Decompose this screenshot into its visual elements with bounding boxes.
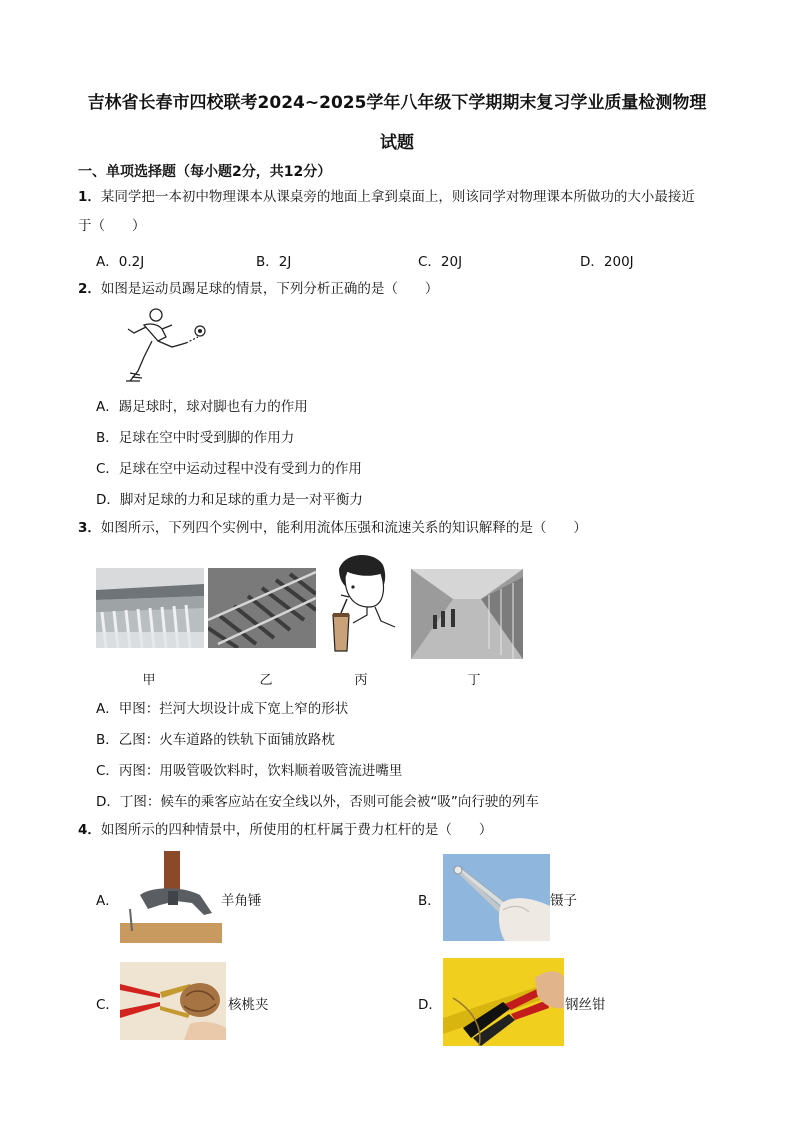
boy-drinking-figure [325,551,397,659]
caption-jia: 甲 [142,673,156,688]
q1-option-d[interactable]: D．200J [580,254,634,270]
question-stem: 如图所示，下列四个实例中，能利用流体压强和流速关系的知识解释的是（ ） [100,520,587,536]
question-number: 1． [78,189,101,205]
question-stem: 如图是运动员踢足球的情景，下列分析正确的是（ ） [100,281,439,297]
question-1-line2: 于（ ） [78,218,146,234]
page-title: 吉林省长春市四校联考2024~2025学年八年级下学期期末复习学业质量检测物理 [87,93,707,113]
q4-option-a-letter[interactable]: A． [96,893,119,909]
q4-option-d-letter[interactable]: D． [418,997,442,1013]
page-title-line2: 试题 [380,133,414,153]
q2-option-a[interactable]: A．踢足球时，球对脚也有力的作用 [96,399,308,415]
claw-hammer-photo [120,851,222,943]
q3-option-c[interactable]: C．丙图：用吸管吸饮料时，饮料顺着吸管流进嘴里 [96,763,403,779]
q4-label-b: 镊子 [550,893,577,909]
q4-label-d: 钢丝钳 [565,997,606,1013]
section-heading: 一、单项选择题（每小题2分，共12分） [78,164,332,180]
question-number: 4． [78,822,101,838]
q4-label-c: 核桃夹 [228,997,269,1013]
question-3 [78,518,587,538]
q3-option-d[interactable]: D．丁图：候车的乘客应站在安全线以外，否则可能会被“吸”向行驶的列车 [96,794,539,810]
caption-bing: 丙 [354,673,368,688]
nutcracker-photo [120,962,226,1040]
q2-option-b[interactable]: B．足球在空中时受到脚的作用力 [96,430,295,446]
question-4 [78,820,492,840]
question-number: 3． [78,520,101,536]
q4-option-b-letter[interactable]: B． [418,893,441,909]
subway-platform-photo [411,569,523,659]
caption-yi: 乙 [259,673,273,688]
q2-option-c[interactable]: C．足球在空中运动过程中没有受到力的作用 [96,461,362,477]
q3-option-a[interactable]: A．甲图：拦河大坝设计成下宽上窄的形状 [96,701,349,717]
soccer-player-figure [100,303,215,385]
q3-option-b[interactable]: B．乙图：火车道路的铁轨下面铺放路枕 [96,732,335,748]
question-2 [78,279,438,299]
tweezers-photo [443,854,550,941]
question-number: 2． [78,281,101,297]
q1-option-b[interactable]: B．2J [256,254,292,270]
wire-pliers-photo [443,958,564,1046]
caption-ding: 丁 [467,673,481,688]
q4-option-c-letter[interactable]: C． [96,997,119,1013]
railway-photo [208,568,316,648]
question-1 [78,187,758,207]
question-stem: 如图所示的四种情景中，所使用的杠杆属于费力杠杆的是（ ） [100,822,493,838]
q1-option-a[interactable]: A．0.2J [96,254,145,270]
q2-option-d[interactable]: D．脚对足球的力和足球的重力是一对平衡力 [96,492,363,508]
dam-photo [96,568,204,648]
q4-label-a: 羊角锤 [221,893,262,909]
question-stem: 某同学把一本初中物理课本从课桌旁的地面上拿到桌面上，则该同学对物理课本所做功的大小最接近 [100,189,695,205]
q1-option-c[interactable]: C．20J [418,254,463,270]
